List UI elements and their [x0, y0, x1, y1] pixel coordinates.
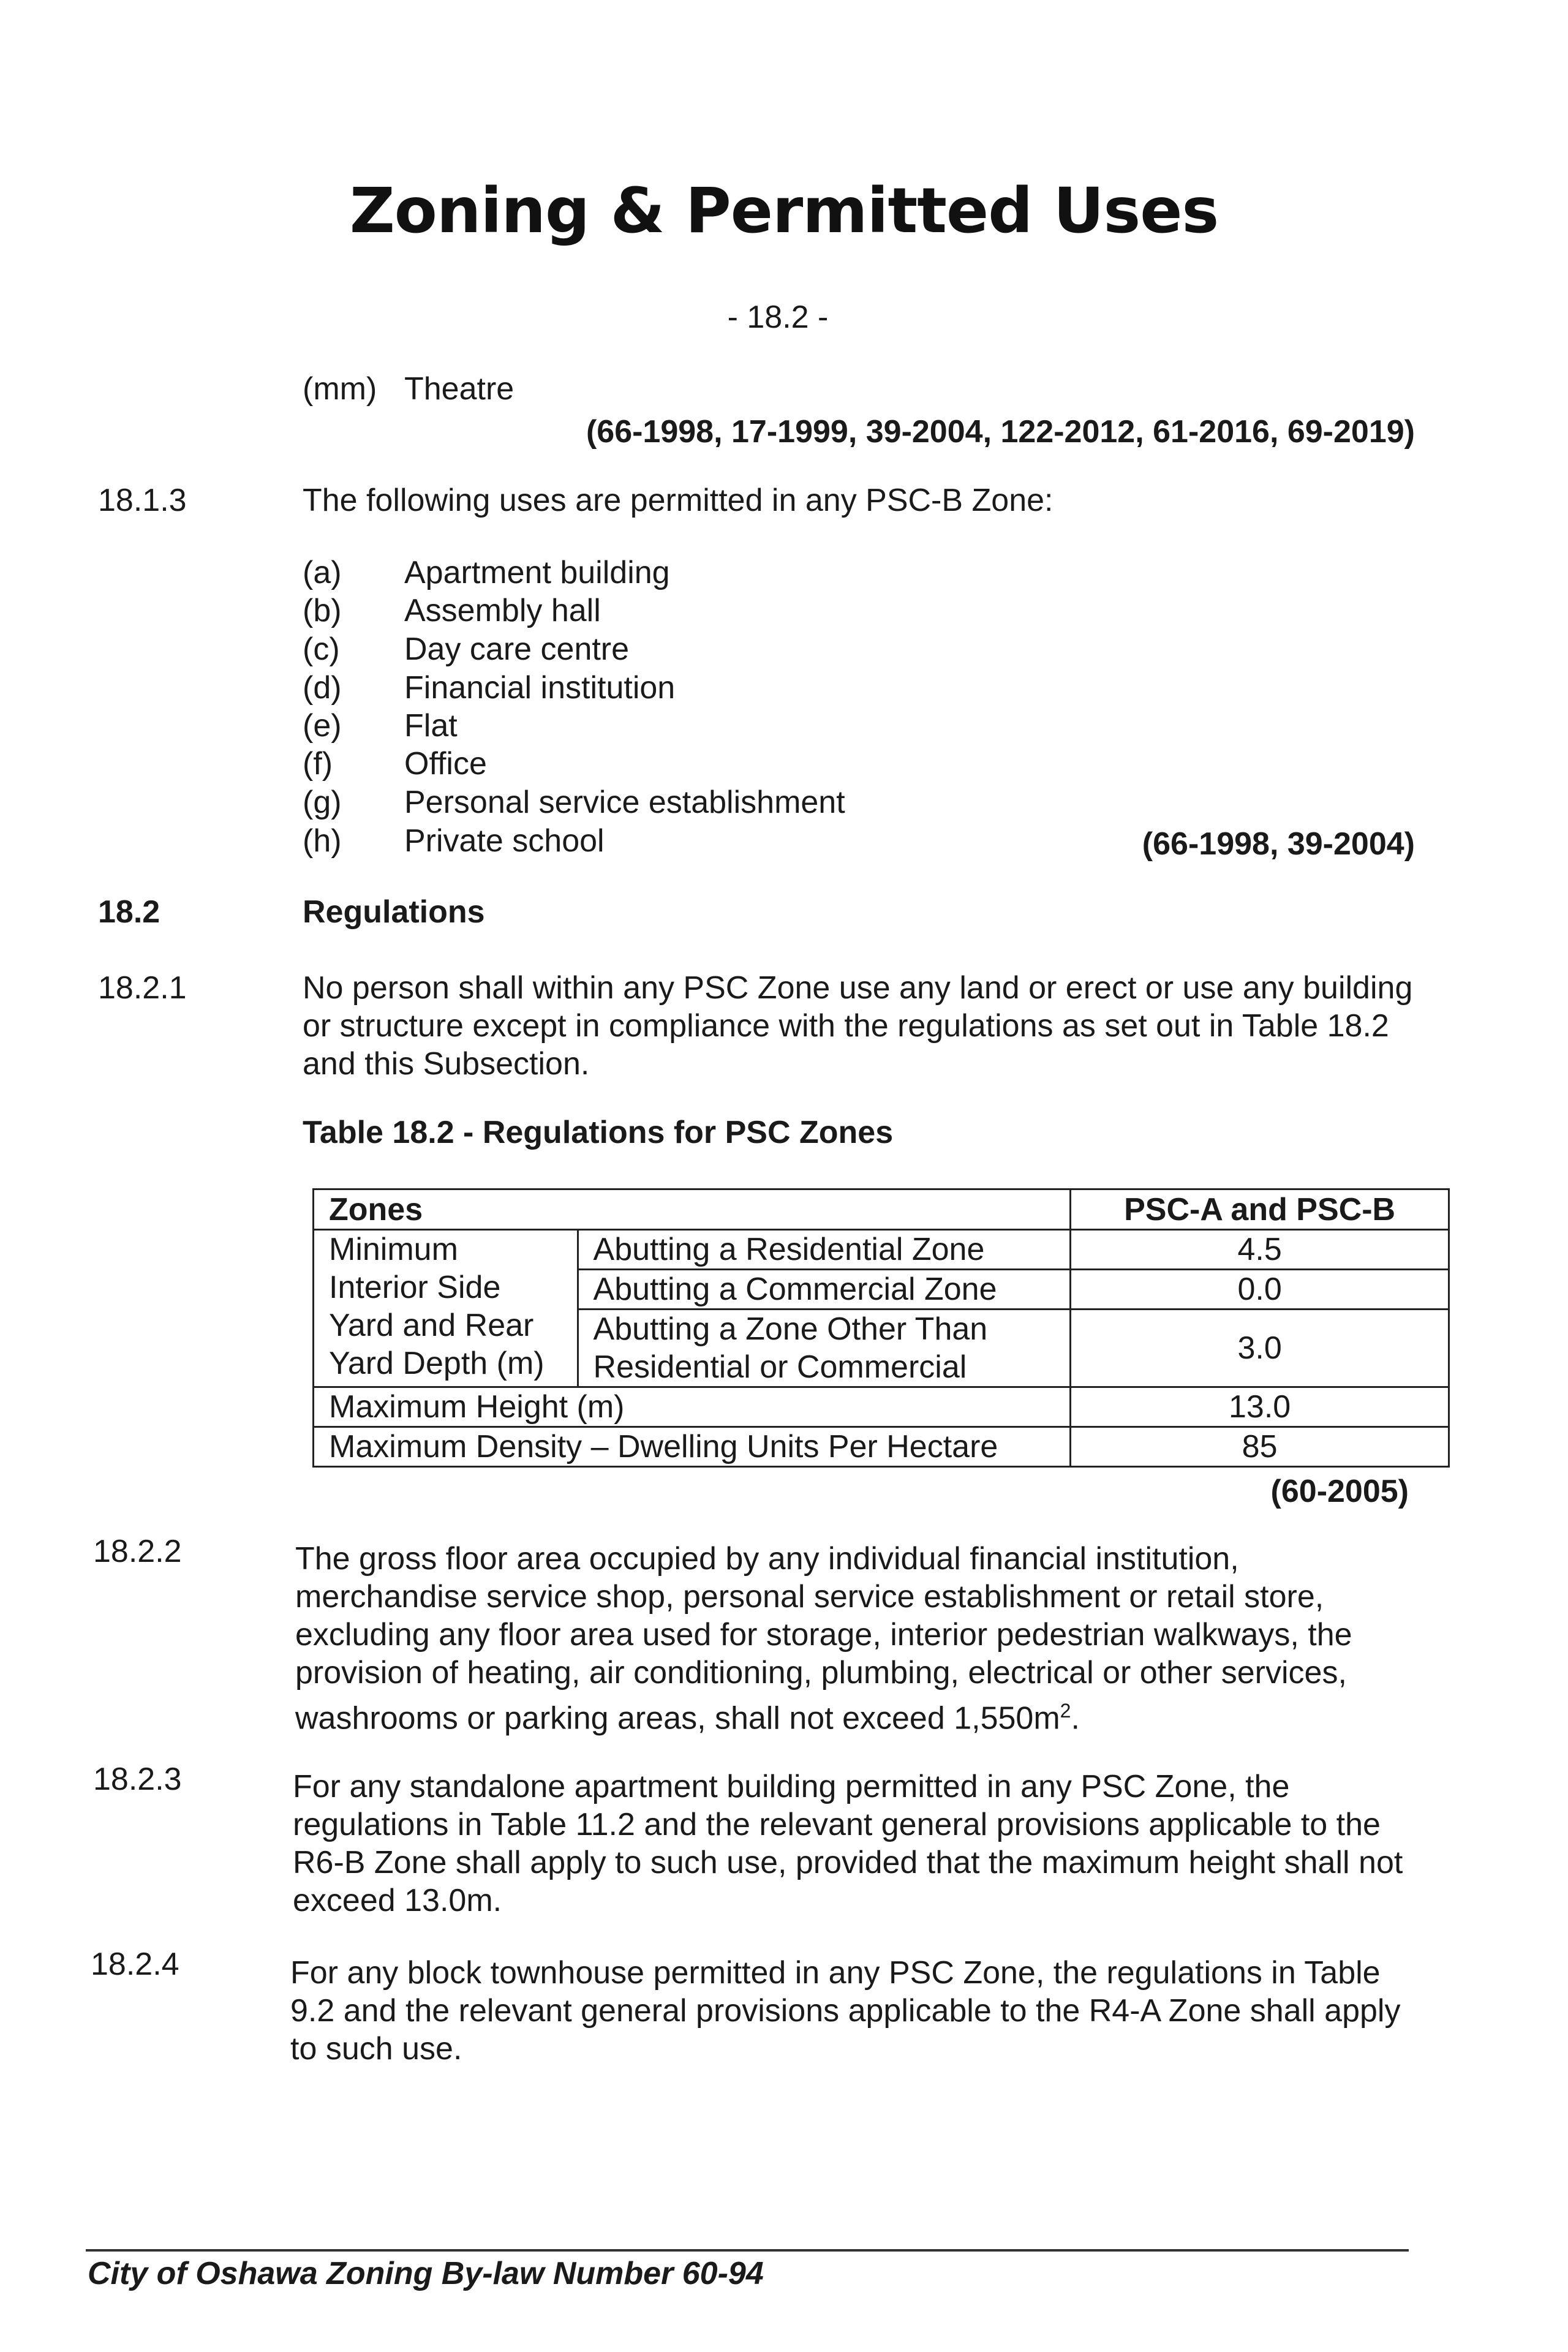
- section-intro: The following uses are permitted in any PSC-B Zone:: [303, 483, 1054, 518]
- list-item: Assembly hall: [404, 593, 601, 628]
- yard-depth-label: [314, 1230, 578, 1387]
- list-item: Private school: [404, 823, 605, 859]
- list-item: Theatre: [404, 371, 514, 407]
- section-heading: Regulations: [303, 894, 485, 930]
- table-cell-value: 0.0: [1071, 1270, 1449, 1310]
- amendment-note: (60-2005): [1270, 1474, 1409, 1509]
- list-item: Financial institution: [404, 670, 676, 706]
- list-item: Flat: [404, 708, 458, 744]
- section-number: 18.2.4: [91, 1947, 179, 1982]
- table-cell-label-line: Abutting a Zone Other Than: [593, 1311, 988, 1347]
- list-item: Office: [404, 746, 487, 782]
- yard-label-line: Yard and Rear: [329, 1308, 534, 1343]
- section-text: For any standalone apartment building permitted in any PSC Zone, the regulations in Table 11.2 and the relevant general provisions applicable to the R6-B Zone shall apply to such use, provided that the maximum height shall not exceed 13.0m.: [293, 1769, 1403, 1918]
- table-cell-label: Abutting a Residential Zone: [578, 1230, 1071, 1270]
- section-number: 18.2: [98, 894, 160, 930]
- section-number: 18.1.3: [98, 483, 187, 518]
- list-item: Day care centre: [404, 631, 630, 667]
- regulations-table: [312, 1188, 1450, 1468]
- table-cell-label: Maximum Height (m): [314, 1387, 1071, 1427]
- table-cell-value: 85: [1071, 1427, 1449, 1467]
- list-letter: (a): [303, 555, 342, 590]
- list-letter: (c): [303, 631, 340, 667]
- superscript: 2: [1060, 1700, 1071, 1722]
- section-text-body: The gross floor area occupied by any individual financial institution, merchandise service shop, personal service establishment or retail store, excluding any floor area used for storage, interior pedestrian walkways, the provision of heating, air conditioning, plumbing, electrical or other services, washrooms or parking areas, shall not exceed 1,550m: [295, 1541, 1352, 1736]
- list-item: Personal service establishment: [404, 785, 845, 820]
- amendment-note: (66-1998, 17-1999, 39-2004, 122-2012, 61-2016, 69-2019): [586, 414, 1415, 450]
- list-item: Apartment building: [404, 555, 670, 590]
- yard-label-line: Interior Side: [329, 1270, 501, 1305]
- list-letter: (b): [303, 593, 342, 628]
- list-letter: (d): [303, 670, 342, 706]
- table-cell-value: 4.5: [1071, 1230, 1449, 1270]
- table-row: [314, 1230, 1449, 1270]
- list-letter: (e): [303, 708, 342, 744]
- section-text-end: .: [1071, 1700, 1080, 1736]
- list-letter: (mm): [303, 371, 377, 407]
- yard-label-line: Yard Depth (m): [329, 1346, 545, 1381]
- yard-label-line: Minimum: [329, 1232, 458, 1267]
- table-cell-label: Maximum Density – Dwelling Units Per Hectare: [314, 1427, 1071, 1467]
- page-number: - 18.2 -: [727, 300, 829, 335]
- list-letter: (f): [303, 746, 333, 782]
- section-text: For any block townhouse permitted in any PSC Zone, the regulations in Table 9.2 and the relevant general provisions applicable to the R4-A Zone shall apply to such use.: [290, 1955, 1401, 2067]
- list-letter: (h): [303, 823, 342, 859]
- footer-divider: [86, 2249, 1409, 2252]
- table-cell-value: 3.0: [1071, 1310, 1449, 1387]
- section-number: 18.2.1: [98, 970, 187, 1006]
- table-row: [314, 1427, 1449, 1467]
- table-cell-value: 13.0: [1071, 1387, 1449, 1427]
- table-header-zones: Zones: [314, 1189, 1071, 1230]
- table-header-value: PSC-A and PSC-B: [1071, 1189, 1449, 1230]
- section-text: [295, 1540, 1428, 1737]
- section-number: 18.2.2: [93, 1534, 182, 1569]
- footer-text: City of Oshawa Zoning By-law Number 60-94: [88, 2256, 764, 2291]
- list-letter: (g): [303, 785, 342, 820]
- table-cell-label-line: Residential or Commercial: [593, 1349, 967, 1385]
- table-cell-label: Abutting a Commercial Zone: [578, 1270, 1071, 1310]
- section-number: 18.2.3: [93, 1762, 182, 1797]
- section-text: No person shall within any PSC Zone use any land or erect or use any building or structure except in compliance with the regulations as set out in Table 18.2 and this Subsection.: [303, 970, 1413, 1082]
- table-caption: Table 18.2 - Regulations for PSC Zones: [303, 1115, 894, 1150]
- table-row: [314, 1387, 1449, 1427]
- table-cell-label: [578, 1310, 1071, 1387]
- page-title: Zoning & Permitted Uses: [349, 175, 1219, 247]
- amendment-note: (66-1998, 39-2004): [1142, 826, 1415, 862]
- table-row: [314, 1189, 1449, 1230]
